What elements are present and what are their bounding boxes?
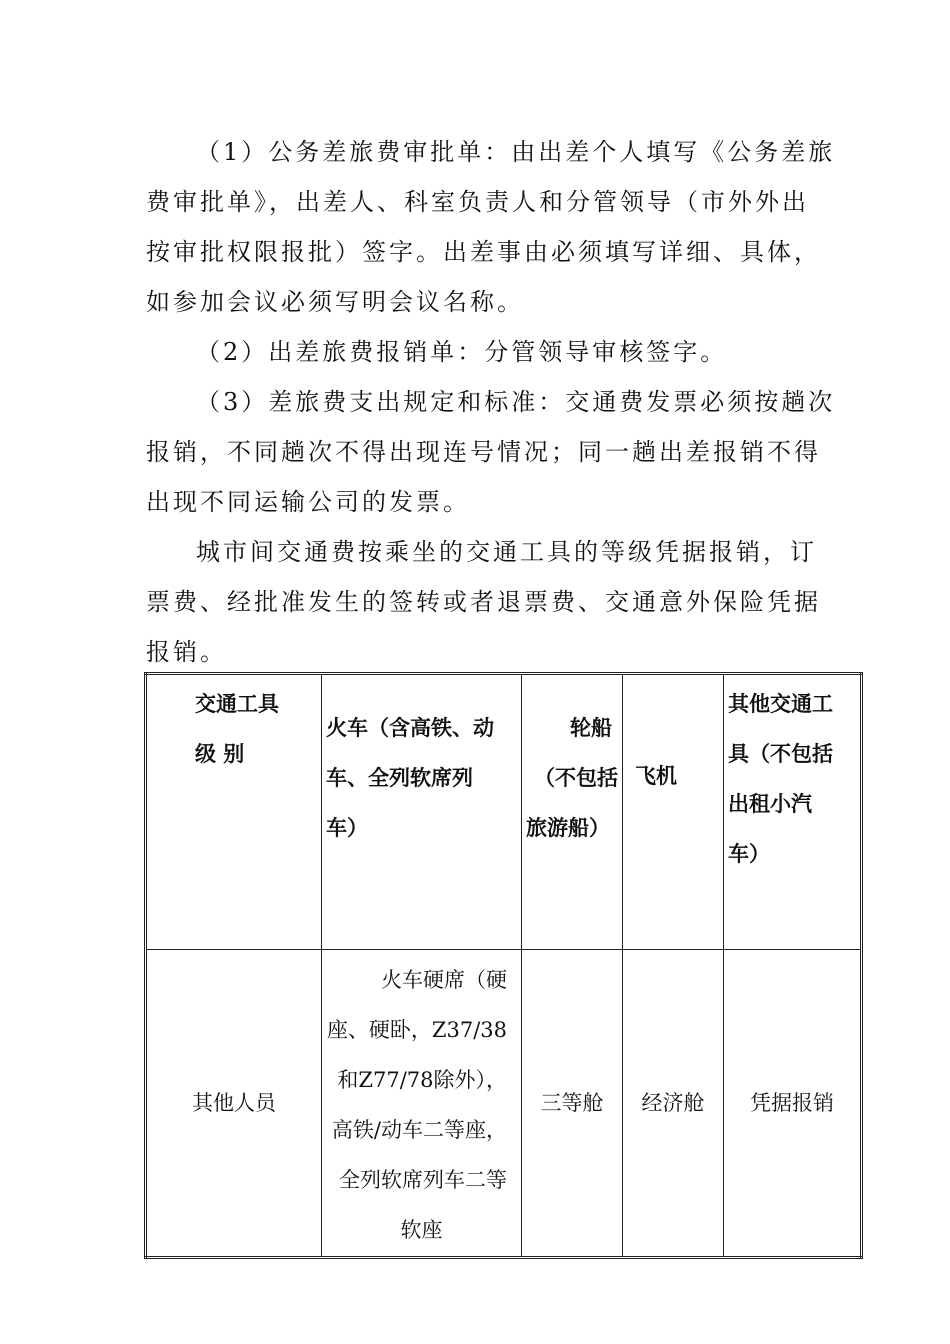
paragraph-line: 城市间交通费按乘坐的交通工具的等级凭据报销，订 <box>196 538 817 566</box>
paragraph-line: （2）出差旅费报销单：分管领导审核签字。 <box>196 338 728 366</box>
row-other: 凭据报销 <box>724 950 862 1258</box>
header-ship-line: 轮船 <box>570 715 612 740</box>
header-plane-label: 飞机 <box>635 763 677 788</box>
header-ship-line: 旅游船） <box>526 815 610 840</box>
row-train <box>322 950 522 1258</box>
header-other-line: 车） <box>728 841 770 866</box>
row-train-line: 座、硬卧，Z37/38 <box>326 1018 507 1042</box>
header-train <box>322 674 522 950</box>
header-other <box>724 674 862 950</box>
header-plane <box>623 674 724 950</box>
paragraph-line: （3）差旅费支出规定和标准：交通费发票必须按趟次 <box>196 388 836 416</box>
row-level: 其他人员 <box>146 950 322 1258</box>
header-level-line: 交通工具 <box>195 691 279 716</box>
row-train-line: 火车硬席（硬 <box>381 968 507 992</box>
paragraph-line: 报销。 <box>146 638 227 666</box>
transport-standard-table <box>144 672 863 1259</box>
header-ship <box>522 674 623 950</box>
header-train-line: 车） <box>326 815 368 840</box>
header-other-line: 具（不包括 <box>728 741 833 766</box>
row-ship: 三等舱 <box>522 950 623 1258</box>
paragraph-line: 出现不同运输公司的发票。 <box>146 488 470 516</box>
header-level <box>146 674 322 950</box>
row-train-line: 高铁/动车二等座， <box>331 1118 507 1142</box>
row-train-line: 和Z77/78除外）， <box>337 1068 507 1092</box>
header-train-line: 火车（含高铁、动 <box>326 715 494 740</box>
header-ship-line: （不包括 <box>534 765 618 790</box>
paragraph-line: 费审批单》，出差人、科室负责人和分管领导（市外外出 <box>146 188 809 216</box>
row-plane: 经济舱 <box>623 950 724 1258</box>
paragraph-line: 按审批权限报批）签字。出差事由必须填写详细、具体， <box>146 238 821 266</box>
table-header-row <box>146 674 862 950</box>
paragraph-line: 报销，不同趟次不得出现连号情况；同一趟出差报销不得 <box>146 438 821 466</box>
row-train-line: 全列软席列车二等 <box>339 1168 507 1192</box>
row-train-line: 软座 <box>400 1218 443 1242</box>
table-row <box>146 950 862 1258</box>
paragraph-line: （1）公务差旅费审批单：由出差个人填写《公务差旅 <box>196 138 836 166</box>
header-level-line: 级 别 <box>195 741 245 766</box>
paragraph-line: 如参加会议必须写明会议名称。 <box>146 288 524 316</box>
header-other-line: 其他交通工 <box>728 691 833 716</box>
paragraph-line: 票费、经批准发生的签转或者退票费、交通意外保险凭据 <box>146 588 821 616</box>
header-other-line: 出租小汽 <box>728 791 812 816</box>
header-train-line: 车、全列软席列 <box>326 765 473 790</box>
